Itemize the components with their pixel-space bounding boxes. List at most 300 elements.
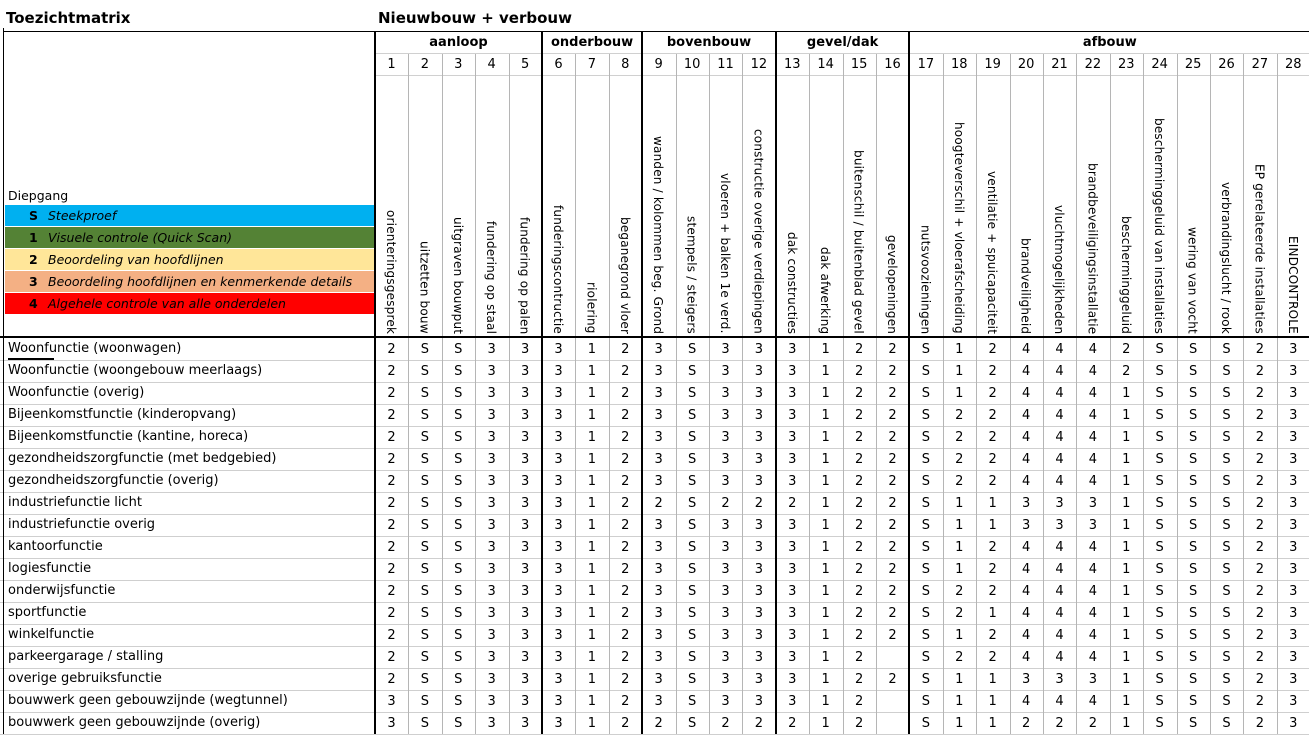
matrix-cell: 2	[387, 518, 396, 533]
matrix-cell: 3	[721, 342, 730, 357]
column-label: vloeren + balken 1e verd.	[718, 173, 732, 334]
matrix-cell: 1	[821, 364, 830, 379]
matrix-cell: 3	[554, 386, 563, 401]
matrix-cell: 3	[520, 716, 530, 731]
column-number: 17	[917, 57, 935, 72]
matrix-cell: S	[1155, 408, 1164, 423]
matrix-cell: 1	[955, 496, 964, 511]
column-divider	[475, 54, 476, 734]
matrix-cell: 2	[1255, 562, 1265, 577]
matrix-cell: 1	[988, 716, 997, 731]
group-divider	[641, 32, 643, 734]
matrix-cell: 2	[888, 496, 897, 511]
matrix-cell: 2	[888, 364, 897, 379]
column-divider	[1277, 54, 1278, 734]
column-divider	[1110, 54, 1111, 734]
matrix-cell: 3	[654, 606, 663, 621]
matrix-cell: 2	[1255, 386, 1265, 401]
matrix-cell: 3	[721, 606, 730, 621]
matrix-cell: S	[687, 496, 697, 511]
matrix-cell: 2	[621, 474, 630, 489]
matrix-cell: S	[1155, 694, 1164, 709]
matrix-cell: 4	[1021, 540, 1031, 555]
matrix-cell: S	[420, 694, 430, 709]
matrix-cell: 2	[1255, 430, 1265, 445]
matrix-cell: 1	[587, 672, 597, 687]
matrix-cell: 3	[1289, 716, 1298, 731]
column-number: 21	[1051, 57, 1068, 72]
column-divider	[1177, 54, 1178, 734]
matrix-cell: 3	[788, 386, 797, 401]
row-label: parkeergarage / stalling	[8, 649, 164, 664]
matrix-cell: 1	[587, 364, 597, 379]
row-divider	[0, 514, 1309, 515]
row-label: kantoorfunctie	[8, 539, 103, 554]
column-number: 13	[784, 57, 801, 72]
matrix-cell: S	[454, 606, 463, 621]
row-divider	[0, 712, 1309, 713]
matrix-cell: 3	[721, 672, 730, 687]
matrix-cell: S	[420, 562, 430, 577]
matrix-cell: 2	[621, 716, 630, 731]
matrix-cell: 4	[1021, 474, 1031, 489]
matrix-cell: S	[454, 496, 463, 511]
column-divider	[709, 54, 710, 734]
row-divider	[0, 448, 1309, 449]
matrix-cell: 3	[654, 386, 663, 401]
matrix-cell: S	[454, 518, 463, 533]
matrix-cell: 4	[1055, 694, 1064, 709]
column-number: 28	[1285, 57, 1302, 72]
column-label: gevelopeningen	[885, 234, 899, 334]
column-label: EP gerelateerde installaties	[1252, 164, 1267, 334]
row-label: gezondheidszorgfunctie (overig)	[8, 473, 219, 488]
matrix-cell: 1	[1122, 452, 1131, 467]
matrix-cell: 2	[854, 716, 864, 731]
matrix-cell: 3	[654, 672, 663, 687]
matrix-cell: 3	[654, 430, 663, 445]
group-header: gevel/dak	[806, 35, 879, 50]
matrix-cell: S	[687, 716, 697, 731]
matrix-cell: 2	[854, 540, 864, 555]
matrix-cell: S	[921, 672, 931, 687]
matrix-cell: 4	[1021, 562, 1031, 577]
matrix-cell: 3	[487, 408, 496, 423]
matrix-cell: 3	[487, 716, 496, 731]
matrix-cell: S	[1222, 650, 1231, 665]
matrix-cell: S	[420, 584, 430, 599]
matrix-cell: S	[1222, 562, 1231, 577]
column-label: bescherminggeluid	[1118, 215, 1133, 334]
matrix-cell: 3	[788, 672, 797, 687]
matrix-cell: 2	[621, 342, 630, 357]
matrix-cell: 2	[854, 606, 864, 621]
matrix-cell: 4	[1088, 430, 1098, 445]
matrix-cell: 2	[387, 386, 396, 401]
group-header: onderbouw	[550, 35, 634, 50]
matrix-cell: S	[1222, 694, 1231, 709]
column-label: fundering op palen	[517, 216, 532, 334]
matrix-cell: 1	[1122, 628, 1131, 643]
matrix-cell: S	[420, 518, 430, 533]
column-divider	[876, 54, 877, 734]
matrix-cell: S	[687, 606, 697, 621]
column-label: wanden / kolommen beg. Grond	[651, 135, 666, 334]
column-divider	[1143, 54, 1144, 734]
matrix-cell: 3	[654, 342, 663, 357]
matrix-cell: 1	[821, 584, 830, 599]
matrix-cell: S	[1222, 606, 1231, 621]
matrix-cell: S	[1188, 474, 1198, 489]
column-label: funderingscontructie	[551, 205, 565, 334]
matrix-cell: 1	[955, 716, 964, 731]
matrix-cell: 2	[387, 430, 396, 445]
matrix-cell: 2	[854, 694, 864, 709]
matrix-cell: S	[687, 342, 697, 357]
matrix-cell: 1	[821, 452, 830, 467]
matrix-cell: S	[1188, 386, 1198, 401]
matrix-cell: S	[454, 474, 463, 489]
matrix-cell: 1	[955, 364, 964, 379]
matrix-cell: S	[454, 562, 463, 577]
column-number: 9	[654, 57, 663, 72]
column-label: hoogteverschil + vloerafscheiding	[951, 122, 966, 334]
matrix-cell: S	[921, 364, 931, 379]
matrix-cell: 3	[654, 474, 663, 489]
matrix-cell: 4	[1088, 628, 1098, 643]
matrix-cell: 4	[1055, 562, 1064, 577]
matrix-cell: 2	[1021, 716, 1031, 731]
matrix-cell: 2	[1255, 628, 1265, 643]
matrix-cell: 2	[888, 430, 897, 445]
matrix-cell: 3	[1289, 694, 1298, 709]
matrix-cell: 2	[387, 584, 396, 599]
matrix-cell: 2	[988, 430, 997, 445]
matrix-cell: 2	[1255, 606, 1265, 621]
matrix-cell: S	[1188, 716, 1198, 731]
matrix-cell: 3	[754, 430, 764, 445]
matrix-cell: S	[687, 452, 697, 467]
matrix-cell: 3	[1289, 386, 1298, 401]
matrix-cell: 1	[587, 474, 597, 489]
group-header: afbouw	[1082, 35, 1137, 50]
matrix-cell: 3	[487, 474, 496, 489]
matrix-cell: 3	[487, 584, 496, 599]
matrix-cell: 1	[955, 562, 964, 577]
group-header: bovenbouw	[666, 35, 752, 50]
matrix-cell: 2	[988, 364, 997, 379]
row-divider	[0, 558, 1309, 559]
matrix-cell: S	[921, 386, 931, 401]
matrix-cell: 3	[520, 540, 530, 555]
matrix-cell: 2	[988, 386, 997, 401]
matrix-cell: 3	[554, 430, 563, 445]
matrix-cell: 3	[554, 408, 563, 423]
matrix-cell: 3	[487, 650, 496, 665]
page-title: Toezichtmatrix	[6, 9, 131, 27]
matrix-cell: 2	[721, 496, 730, 511]
row-divider	[0, 360, 1309, 361]
legend-heading: Diepgang	[8, 188, 69, 203]
row-label: winkelfunctie	[8, 627, 95, 642]
column-number: 25	[1184, 57, 1202, 72]
row-label: sportfunctie	[8, 605, 87, 620]
matrix-cell: 1	[1122, 562, 1131, 577]
matrix-cell: 2	[854, 628, 864, 643]
matrix-cell: S	[1222, 364, 1231, 379]
matrix-cell: S	[454, 430, 463, 445]
matrix-cell: S	[687, 694, 697, 709]
matrix-cell: 4	[1021, 452, 1031, 467]
matrix-cell: S	[921, 562, 931, 577]
matrix-cell: 3	[1289, 342, 1298, 357]
matrix-cell: 1	[955, 342, 964, 357]
matrix-cell: 4	[1055, 452, 1064, 467]
matrix-cell: 2	[854, 342, 864, 357]
matrix-cell: 1	[821, 496, 830, 511]
column-label: uitgraven bouwput	[450, 216, 465, 334]
matrix-cell: 3	[788, 694, 797, 709]
matrix-cell: 3	[1289, 540, 1298, 555]
row-divider	[0, 580, 1309, 581]
matrix-cell: S	[454, 364, 463, 379]
matrix-cell: S	[1222, 386, 1231, 401]
column-number: 4	[487, 57, 496, 72]
matrix-cell: 1	[1122, 716, 1131, 731]
matrix-cell: 2	[621, 562, 630, 577]
matrix-cell: 2	[1255, 540, 1265, 555]
matrix-cell: S	[1188, 628, 1198, 643]
matrix-cell: S	[921, 342, 931, 357]
column-number: 26	[1218, 57, 1235, 72]
matrix-cell: 3	[1289, 628, 1298, 643]
matrix-cell: 1	[1122, 540, 1131, 555]
matrix-cell: S	[687, 562, 697, 577]
matrix-cell: 3	[520, 672, 530, 687]
column-label: buitenschil / buitenblad gevel	[851, 150, 866, 334]
column-label: wering van vocht	[1185, 227, 1200, 334]
matrix-cell: 3	[554, 694, 563, 709]
column-number: 5	[520, 57, 530, 72]
matrix-cell: 2	[621, 496, 630, 511]
matrix-cell: 3	[520, 496, 530, 511]
matrix-cell: 3	[754, 606, 764, 621]
matrix-cell: 2	[988, 628, 997, 643]
row-divider	[0, 470, 1309, 471]
matrix-cell: 1	[1122, 430, 1131, 445]
matrix-cell: 3	[788, 650, 797, 665]
row-divider	[0, 668, 1309, 669]
matrix-cell: 4	[1088, 606, 1098, 621]
matrix-cell: 3	[721, 650, 730, 665]
matrix-cell: 2	[854, 430, 864, 445]
matrix-cell: 1	[587, 452, 597, 467]
column-label: dak constructies	[784, 231, 799, 334]
matrix-cell: 2	[1255, 342, 1265, 357]
matrix-cell: S	[687, 518, 697, 533]
matrix-cell: 3	[721, 518, 730, 533]
matrix-cell: 2	[754, 496, 764, 511]
matrix-cell: 2	[1255, 650, 1265, 665]
matrix-cell: 4	[1055, 606, 1064, 621]
column-label: fundering op staal	[484, 220, 499, 334]
matrix-cell: S	[687, 540, 697, 555]
matrix-cell: 3	[554, 540, 563, 555]
matrix-cell: 3	[554, 562, 563, 577]
matrix-cell: S	[454, 452, 463, 467]
matrix-cell: 1	[1122, 386, 1131, 401]
matrix-cell: 1	[587, 496, 597, 511]
matrix-cell: 1	[587, 650, 597, 665]
row-label: industriefunctie overig	[8, 517, 156, 532]
matrix-cell: S	[1155, 452, 1164, 467]
column-divider	[742, 54, 743, 734]
column-number: 27	[1251, 57, 1269, 72]
matrix-cell: 2	[621, 386, 630, 401]
matrix-cell: S	[454, 584, 463, 599]
matrix-cell: 3	[520, 452, 530, 467]
matrix-cell: 4	[1088, 694, 1098, 709]
matrix-cell: 3	[387, 694, 396, 709]
matrix-cell: 1	[587, 584, 597, 599]
matrix-cell: 3	[1021, 672, 1031, 687]
matrix-cell: 3	[788, 584, 797, 599]
matrix-cell: 4	[1021, 430, 1031, 445]
matrix-cell: 3	[721, 562, 730, 577]
matrix-cell: S	[454, 650, 463, 665]
matrix-cell: S	[454, 672, 463, 687]
matrix-cell: S	[1222, 628, 1231, 643]
matrix-cell: S	[1155, 386, 1164, 401]
matrix-cell: 2	[387, 496, 396, 511]
column-divider	[442, 54, 443, 734]
matrix-cell: 2	[854, 364, 864, 379]
matrix-cell: 4	[1055, 364, 1064, 379]
matrix-cell: 2	[621, 694, 630, 709]
matrix-cell: 2	[721, 716, 730, 731]
matrix-cell: 2	[988, 584, 997, 599]
matrix-cell: 3	[1289, 474, 1298, 489]
matrix-cell: 3	[520, 430, 530, 445]
matrix-cell: 1	[1122, 584, 1131, 599]
matrix-cell: 3	[554, 628, 563, 643]
matrix-cell: 4	[1055, 650, 1064, 665]
legend-label: Steekproef	[48, 208, 117, 223]
column-divider	[1043, 54, 1044, 734]
matrix-cell: 1	[587, 562, 597, 577]
matrix-cell: 3	[1088, 672, 1098, 687]
column-divider	[1210, 54, 1211, 734]
column-divider	[609, 54, 610, 734]
matrix-cell: 3	[788, 518, 797, 533]
matrix-cell: S	[687, 474, 697, 489]
matrix-cell: 3	[554, 650, 563, 665]
matrix-cell: 3	[520, 628, 530, 643]
matrix-cell: 3	[1289, 518, 1298, 533]
legend-label: Algehele controle van alle onderdelen	[48, 296, 286, 311]
matrix-cell: 4	[1021, 408, 1031, 423]
matrix-cell: S	[921, 584, 931, 599]
matrix-cell: S	[687, 408, 697, 423]
matrix-cell: 4	[1088, 408, 1098, 423]
matrix-cell: S	[1188, 430, 1198, 445]
matrix-cell: S	[921, 540, 931, 555]
matrix-cell: S	[921, 694, 931, 709]
matrix-cell: 4	[1055, 584, 1064, 599]
column-label: uitzetten bouw	[417, 241, 432, 334]
matrix-cell: 2	[988, 540, 997, 555]
column-label: nutsvoozieningen	[918, 224, 933, 334]
matrix-cell: 3	[788, 452, 797, 467]
matrix-cell: S	[454, 342, 463, 357]
matrix-cell: 1	[988, 518, 997, 533]
matrix-cell: 2	[854, 562, 864, 577]
matrix-cell: 3	[520, 694, 530, 709]
matrix-cell: 3	[520, 342, 530, 357]
matrix-cell: 3	[654, 540, 663, 555]
matrix-cell: 2	[988, 650, 997, 665]
column-divider	[943, 54, 944, 734]
matrix-cell: S	[1155, 342, 1164, 357]
matrix-cell: 2	[1122, 342, 1131, 357]
matrix-cell: 2	[988, 408, 997, 423]
matrix-cell: 3	[487, 694, 496, 709]
column-label: stempels / steigers	[684, 216, 699, 334]
matrix-cell: 3	[487, 386, 496, 401]
matrix-cell: 3	[487, 628, 496, 643]
matrix-cell: 3	[487, 496, 496, 511]
column-number: 10	[683, 57, 701, 72]
matrix-cell: 2	[1255, 584, 1265, 599]
matrix-cell: 4	[1088, 562, 1098, 577]
matrix-cell: S	[420, 342, 430, 357]
matrix-cell: 3	[1289, 452, 1298, 467]
matrix-cell: 3	[754, 672, 764, 687]
matrix-cell: 2	[621, 540, 630, 555]
matrix-cell: 1	[821, 518, 830, 533]
matrix-cell: 3	[1289, 584, 1298, 599]
matrix-cell: 1	[587, 694, 597, 709]
matrix-cell: 4	[1055, 408, 1064, 423]
group-divider	[374, 32, 376, 734]
matrix-cell: 3	[754, 584, 764, 599]
row-divider	[0, 492, 1309, 493]
matrix-cell: 2	[888, 672, 897, 687]
column-label: ventilatie + spuicapaciteit	[985, 170, 1000, 334]
matrix-cell: 2	[387, 606, 396, 621]
matrix-cell: 3	[487, 364, 496, 379]
matrix-cell: S	[420, 364, 430, 379]
matrix-cell: 1	[821, 650, 830, 665]
matrix-cell: 2	[854, 496, 864, 511]
column-number: 23	[1118, 57, 1135, 72]
matrix-cell: S	[921, 496, 931, 511]
column-label: beganegrond vloer	[617, 216, 632, 334]
column-number: 1	[387, 57, 396, 72]
matrix-cell: 4	[1055, 342, 1064, 357]
matrix-cell: 1	[821, 628, 830, 643]
column-number: 6	[554, 57, 563, 72]
column-divider	[509, 54, 510, 734]
matrix-cell: 3	[554, 584, 563, 599]
matrix-cell: S	[420, 606, 430, 621]
group-divider	[541, 32, 543, 734]
header-bottom-line	[0, 336, 1309, 338]
column-label: bescherminggeluid van installaties	[1152, 117, 1167, 334]
matrix-cell: 2	[955, 452, 964, 467]
row-label: gezondheidszorgfunctie (met bedgebied)	[8, 451, 277, 466]
matrix-cell: S	[1222, 584, 1231, 599]
